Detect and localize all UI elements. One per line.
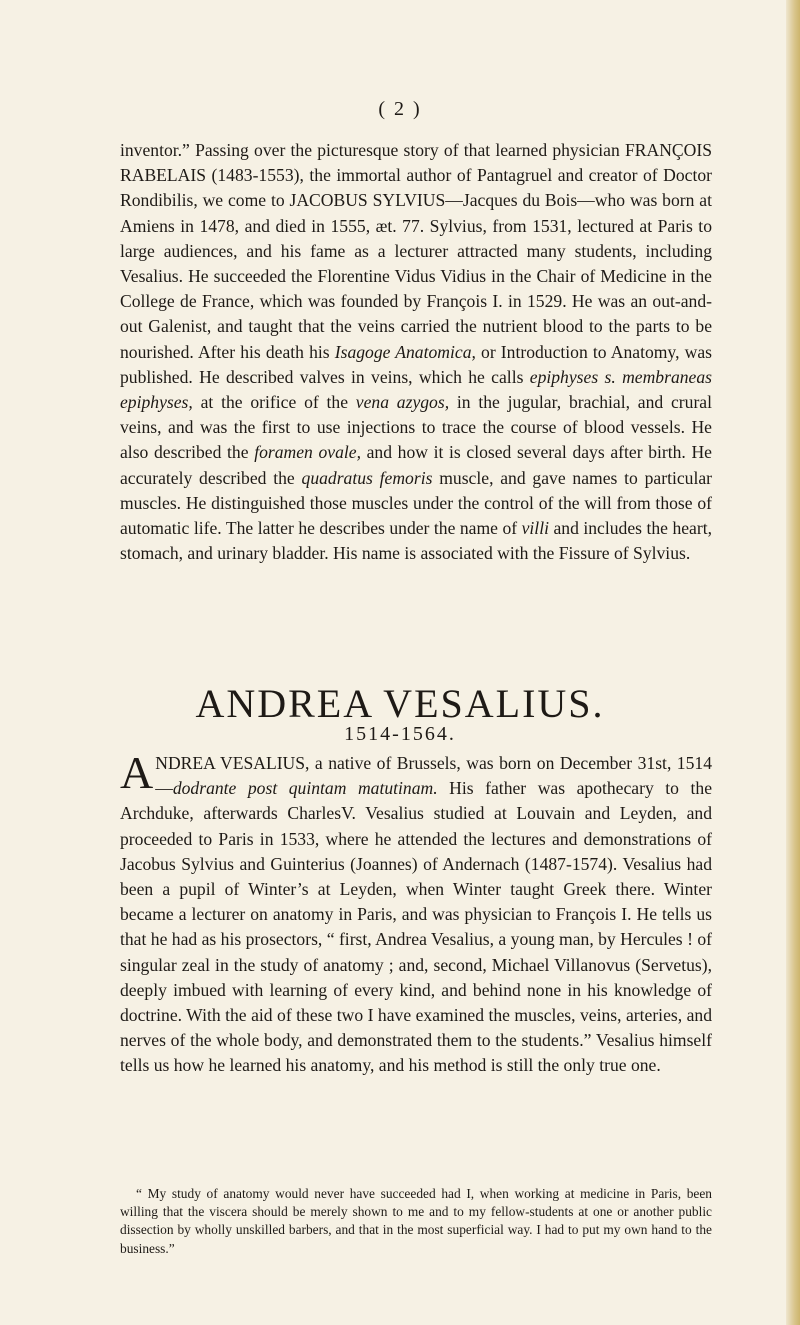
page-edge <box>786 0 800 1325</box>
text-run: and includes the heart, stomach, and urinary bladder. His name is associated with the Fissure of Sylvius. <box>120 518 713 564</box>
text-run: NDREA VESALIUS, a native of Brussels, was born on December 31st, 1514— <box>155 753 712 799</box>
italic-run: villi <box>521 518 549 539</box>
paragraph-vesalius <box>120 747 712 1079</box>
text-run: in the jugular, brachial, and crural veins, and was the first to use injections to trace the course of blood vessels. He also described the <box>120 392 713 463</box>
text-run: inventor.” Passing over the picturesque story of that learned physician FRANÇOIS RABELAIS (1483-1553), the immortal author of Pantagruel and creator of Doctor Rondibilis, we come to JACOBUS SYLVIUS—Jacques du Bois—who was born at Amiens in 1478, and died in 1555, æt. 77. Sylvius, from 1531, lectured at Paris to large audiences, and his fame as a lecturer attracted many students, including Vesalius. He succeeded the Florentine Vidus Vidius in the Chair of Medicine in the College de France, which was founded by François I. in 1529. He was an out-and-out Galenist, and taught that the veins carried the nutrient blood to the parts to be nourished. After his death his <box>120 140 712 362</box>
text-run: muscle, and gave names to particular muscles. He distinguished those muscles under the control of the will from those of automatic life. The latter he describes under the name of <box>120 467 713 539</box>
italic-run: Isagoge Anatomica, <box>334 341 476 362</box>
page-number: ( 2 ) <box>378 98 422 120</box>
text-run: His father was apothecary to the Archduke, afterwards CharlesV. Vesalius studied at Louvain and Leyden, and proceeded to Paris in 1533, where he attended the lectures and demonstrations of Jacobus Sylvius and Guinterius (Joannes) of Andernach (1487-1574). Vesalius had been a pupil of Winter’s at Leyden, when Winter taught Greek there. Winter became a lecturer on anatomy in Paris, and was physician to François I. He tells us that he had as his prosectors, “ first, Andrea Vesalius, a young man, by Hercules ! of singular zeal in the study of anatomy ; and, second, Michael Villanovus (Servetus), deeply imbued with learning of every kind, and behind none in his knowledge of doctrine. With the aid of these two I have examined the muscles, veins, arteries, and nerves of the whole body, and demonstrated them to the students.” Vesalius himself tells us how he learned his anatomy, and his method is still the only true one. <box>120 778 712 1076</box>
italic-run: vena azygos, <box>355 392 450 413</box>
italic-run: quadratus femoris <box>301 467 433 488</box>
footnote: “ My study of anatomy would never have succeeded had I, when working at medicine in Paris, been willing that the viscera should be merely shown to me and to my fellow-students at one or another public dissection by wholly unskilled barbers, and that in the most superficial way. I had to put my own hand to the business.” <box>120 1186 712 1256</box>
section-heading: ANDREA VESALIUS. <box>195 681 605 726</box>
text-run: and how it is closed several days after birth. He accurately described the <box>120 442 712 488</box>
italic-run: foramen ovale, <box>254 442 361 463</box>
text-run: at the orifice of the <box>192 392 356 413</box>
italic-run: epiphyses s. membraneas epiphyses, <box>120 366 712 413</box>
section-dates: 1514-1564. <box>344 723 456 745</box>
italic-run: dodrante post quintam matutinam. <box>172 778 438 799</box>
paragraph-sylvius <box>120 138 712 566</box>
drop-cap: A <box>120 747 154 798</box>
text-run: or Introduction to Anatomy, was published. He described valves in veins, which he calls <box>120 341 712 387</box>
